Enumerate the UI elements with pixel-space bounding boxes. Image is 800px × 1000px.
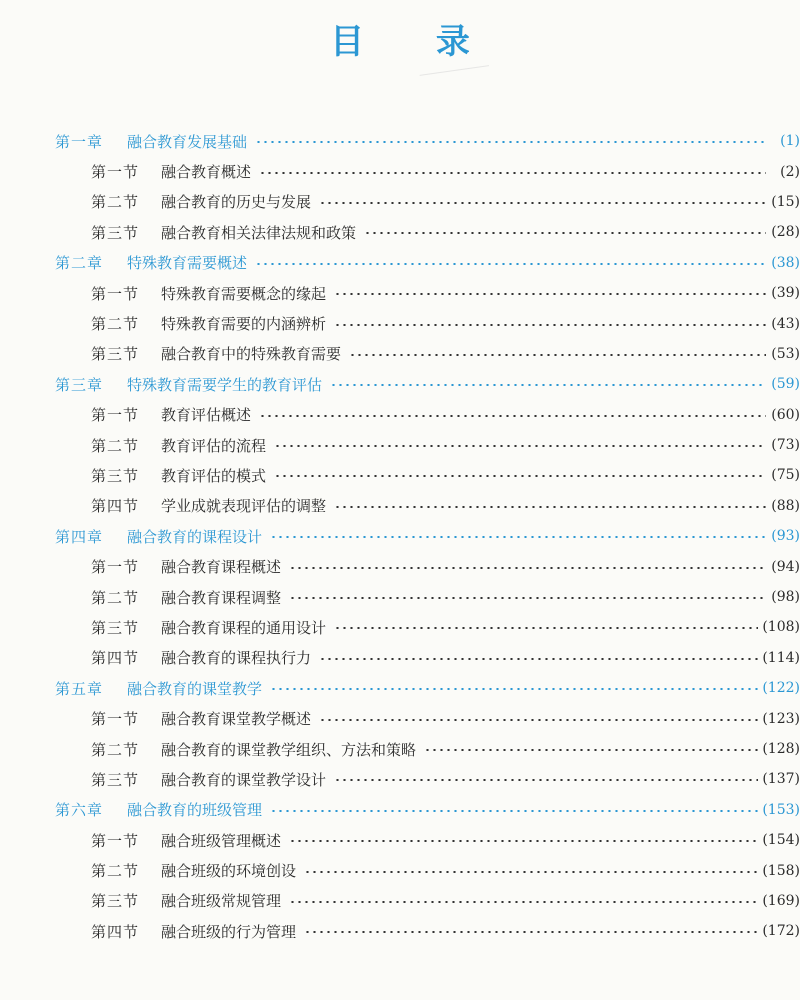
toc-section-entry[interactable]: [0, 643, 800, 673]
toc-entry-page: (93): [771, 528, 800, 545]
dot-leader: [259, 415, 766, 417]
toc-section-entry[interactable]: [0, 886, 800, 916]
dot-leader: [255, 263, 766, 265]
dot-leader: [334, 293, 766, 295]
page-title: 目 录: [330, 22, 500, 62]
toc-section-entry[interactable]: [0, 491, 800, 521]
dot-leader: [319, 658, 758, 660]
toc-section-entry[interactable]: [0, 734, 800, 764]
dot-leader: [255, 141, 766, 143]
toc-entry-page: (60): [771, 406, 800, 423]
toc-entry-page: (75): [771, 467, 800, 484]
toc-entry-page: (154): [762, 832, 800, 849]
toc-section-entry[interactable]: [0, 308, 800, 338]
dot-leader: [334, 324, 766, 326]
toc-section-entry[interactable]: [0, 855, 800, 885]
toc-entry-page: (43): [771, 315, 800, 332]
dot-leader: [424, 749, 758, 751]
toc-section-entry[interactable]: [0, 916, 800, 946]
dot-leader: [270, 688, 758, 690]
toc-entry-title: 特殊教育需要概述: [127, 254, 248, 273]
toc-entry-title: 融合教育发展基础: [127, 132, 248, 151]
toc-entry-title: 融合教育的课堂教学组织、方法和策略: [161, 740, 417, 759]
toc-entry-page: (73): [771, 437, 800, 454]
toc-entry-number: 第二节: [91, 740, 140, 759]
toc-entry-number: 第一节: [91, 406, 140, 425]
toc-chapter-entry[interactable]: [0, 248, 800, 278]
toc-entry-number: 第二节: [91, 862, 140, 881]
dot-leader: [349, 354, 766, 356]
toc-entry-number: 第三节: [91, 770, 140, 789]
toc-entry-number: 第三章: [55, 375, 104, 394]
toc-entry-number: 第一节: [91, 284, 140, 303]
toc-section-entry[interactable]: [0, 339, 800, 369]
toc-section-entry[interactable]: [0, 217, 800, 247]
toc-entry-title: 融合教育课程调整: [161, 588, 282, 607]
toc-entry-title: 融合教育的课堂教学设计: [161, 770, 327, 789]
toc-entry-number: 第三节: [91, 892, 140, 911]
toc-entry-page: (98): [771, 589, 800, 606]
toc-entry-title: 教育评估的流程: [161, 436, 267, 455]
toc-entry-page: (59): [771, 376, 800, 393]
toc-entry-page: (158): [762, 862, 800, 879]
toc-entry-page: (15): [771, 193, 800, 210]
dot-leader: [289, 840, 758, 842]
toc-chapter-entry[interactable]: [0, 673, 800, 703]
dot-leader: [274, 475, 766, 477]
toc-chapter-entry[interactable]: [0, 795, 800, 825]
toc-section-entry[interactable]: [0, 460, 800, 490]
toc-entry-number: 第二节: [91, 315, 140, 334]
toc-entry-page: (153): [762, 801, 800, 818]
toc-entry-number: 第二节: [91, 193, 140, 212]
toc-entry-page: (123): [762, 710, 800, 727]
toc-entry-number: 第二章: [55, 254, 104, 273]
toc-entry-page: (2): [780, 163, 800, 180]
toc-section-entry[interactable]: [0, 825, 800, 855]
toc-entry-number: 第三节: [91, 345, 140, 364]
toc-entry-page: (108): [762, 619, 800, 636]
toc-entry-title: 融合教育中的特殊教育需要: [161, 345, 342, 364]
toc-entry-title: 融合班级管理概述: [161, 831, 282, 850]
toc-entry-title: 学业成就表现评估的调整: [161, 497, 327, 516]
scan-smudge: [420, 65, 491, 86]
toc-section-entry[interactable]: [0, 156, 800, 186]
toc-entry-page: (94): [771, 558, 800, 575]
toc-section-entry[interactable]: [0, 703, 800, 733]
toc-entry-title: 融合教育相关法律法规和政策: [161, 223, 357, 242]
toc-entry-number: 第一章: [55, 132, 104, 151]
dot-leader: [259, 172, 766, 174]
toc-entry-page: (28): [771, 224, 800, 241]
dot-leader: [334, 506, 766, 508]
toc-entry-number: 第一节: [91, 831, 140, 850]
toc-entry-page: (38): [771, 254, 800, 271]
toc-entry-page: (88): [771, 497, 800, 514]
toc-section-entry[interactable]: [0, 582, 800, 612]
toc-section-entry[interactable]: [0, 278, 800, 308]
dot-leader: [289, 567, 766, 569]
dot-leader: [364, 232, 766, 234]
toc-entry-number: 第一节: [91, 710, 140, 729]
toc-entry-page: (39): [771, 285, 800, 302]
toc-entry-title: 特殊教育需要学生的教育评估: [127, 375, 323, 394]
toc-entry-page: (172): [762, 923, 800, 940]
toc-entry-page: (53): [771, 345, 800, 362]
toc-entry-title: 融合教育的历史与发展: [161, 193, 312, 212]
toc-entry-number: 第三节: [91, 466, 140, 485]
dot-leader: [289, 597, 766, 599]
toc-entry-title: 融合教育概述: [161, 163, 252, 182]
toc-entry-page: (114): [762, 649, 800, 666]
toc-entry-title: 教育评估的模式: [161, 466, 267, 485]
toc-entry-title: 融合教育课程的通用设计: [161, 618, 327, 637]
toc-entry-title: 融合教育的课程执行力: [161, 649, 312, 668]
toc-entry-number: 第五章: [55, 679, 104, 698]
toc-chapter-entry[interactable]: [0, 369, 800, 399]
toc-entry-page: (137): [762, 771, 800, 788]
toc-entry-title: 融合教育课堂教学概述: [161, 710, 312, 729]
toc-entry-page: (169): [762, 892, 800, 909]
toc-chapter-entry[interactable]: [0, 521, 800, 551]
dot-leader: [319, 202, 766, 204]
toc-section-entry[interactable]: [0, 430, 800, 460]
dot-leader: [289, 901, 758, 903]
toc-entry-title: 融合班级常规管理: [161, 892, 282, 911]
table-of-contents: [0, 126, 800, 947]
toc-entry-number: 第三节: [91, 223, 140, 242]
toc-chapter-entry[interactable]: [0, 126, 800, 156]
dot-leader: [270, 810, 758, 812]
toc-entry-number: 第四节: [91, 497, 140, 516]
dot-leader: [319, 719, 758, 721]
toc-entry-number: 第三节: [91, 618, 140, 637]
dot-leader: [304, 931, 758, 933]
toc-entry-title: 教育评估概述: [161, 406, 252, 425]
toc-section-entry[interactable]: [0, 187, 800, 217]
toc-entry-title: 特殊教育需要概念的缘起: [161, 284, 327, 303]
toc-entry-title: 特殊教育需要的内涵辨析: [161, 315, 327, 334]
toc-entry-title: 融合班级的行为管理: [161, 922, 297, 941]
toc-entry-number: 第六章: [55, 801, 104, 820]
toc-entry-number: 第四节: [91, 922, 140, 941]
toc-section-entry[interactable]: [0, 612, 800, 642]
toc-entry-title: 融合教育的课堂教学: [127, 679, 263, 698]
dot-leader: [274, 445, 766, 447]
toc-section-entry[interactable]: [0, 764, 800, 794]
toc-entry-page: (128): [762, 741, 800, 757]
dot-leader: [334, 627, 758, 629]
dot-leader: [270, 536, 766, 538]
toc-section-entry[interactable]: [0, 551, 800, 581]
toc-entry-page: (122): [762, 680, 800, 697]
toc-entry-number: 第四节: [91, 649, 140, 668]
toc-entry-page: (1): [780, 133, 800, 150]
toc-entry-title: 融合教育的课程设计: [127, 527, 263, 546]
toc-entry-number: 第二节: [91, 588, 140, 607]
toc-entry-title: 融合班级的环境创设: [161, 862, 297, 881]
toc-entry-number: 第二节: [91, 436, 140, 455]
dot-leader: [330, 384, 766, 386]
toc-section-entry[interactable]: [0, 400, 800, 430]
dot-leader: [334, 779, 758, 781]
toc-entry-title: 融合教育的班级管理: [127, 801, 263, 820]
toc-entry-number: 第四章: [55, 527, 104, 546]
toc-entry-number: 第一节: [91, 163, 140, 182]
toc-entry-title: 融合教育课程概述: [161, 558, 282, 577]
toc-entry-number: 第一节: [91, 558, 140, 577]
dot-leader: [304, 871, 758, 873]
